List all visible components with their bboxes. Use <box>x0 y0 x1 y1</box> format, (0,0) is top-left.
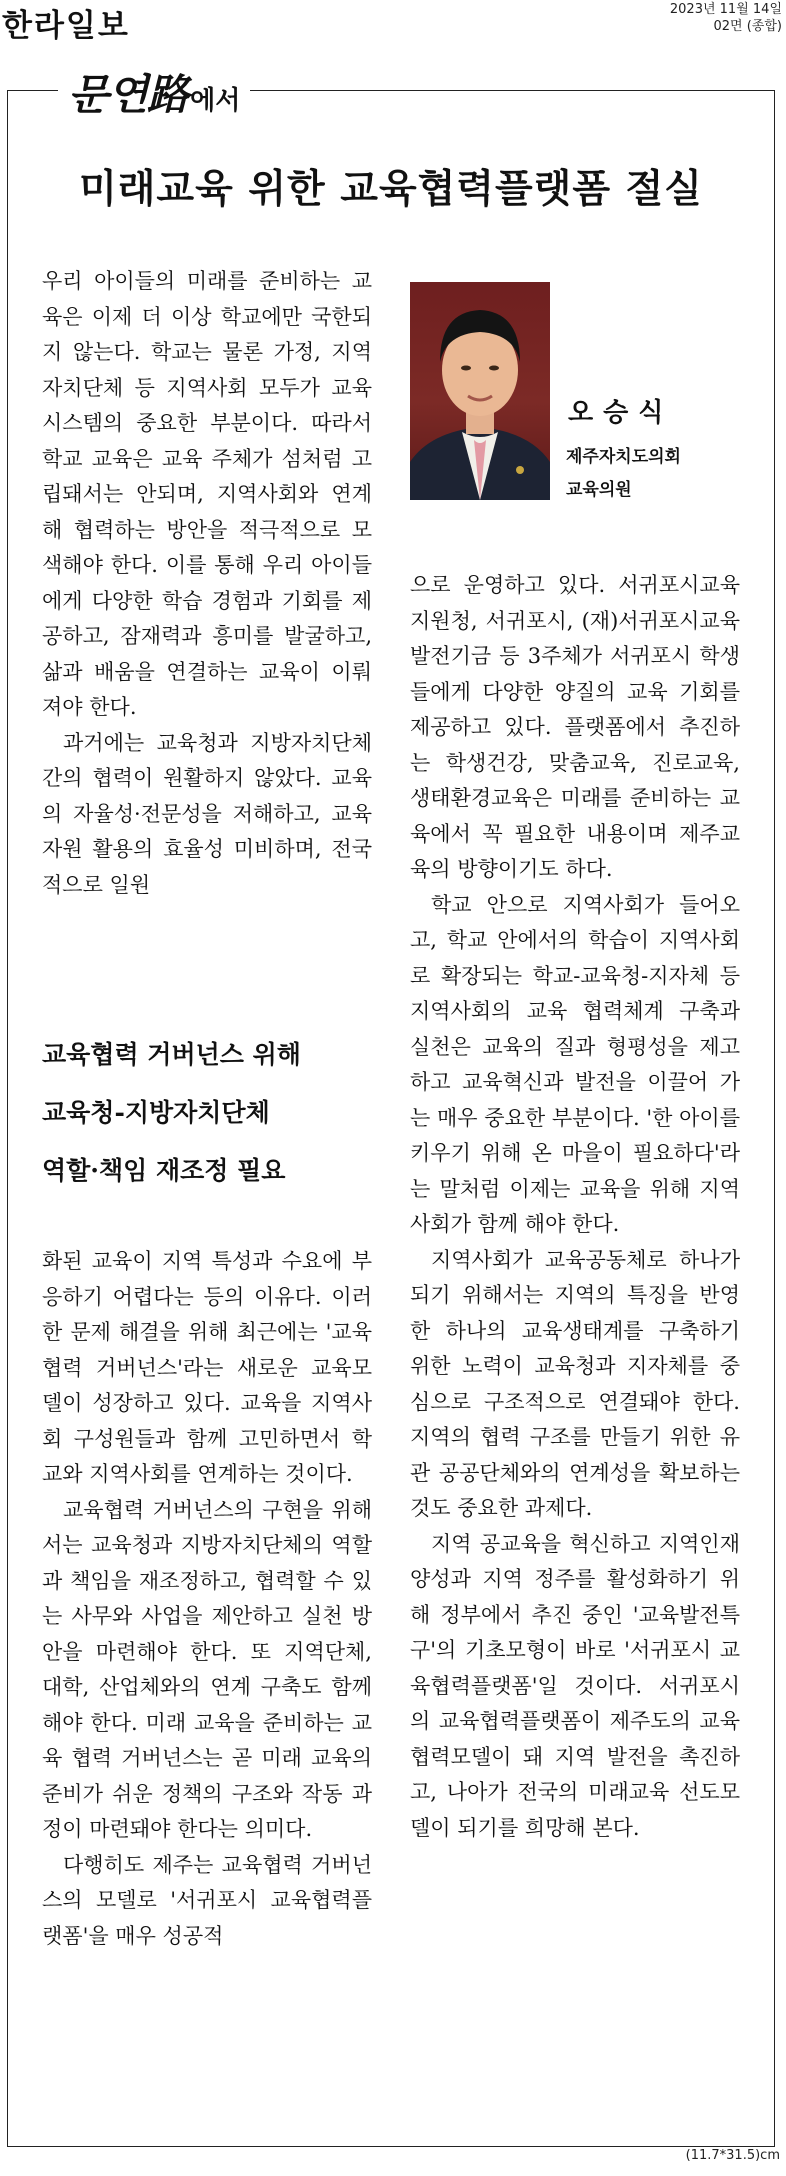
body-column-1-bottom <box>42 1244 372 1954</box>
subhead-line: 교육청-지방자치단체 <box>42 1098 270 1127</box>
subhead-line: 역할·책임 재조정 필요 <box>42 1156 286 1185</box>
issue-date: 2023년 11월 14일 <box>669 2 782 17</box>
issue-page: 02면 (종합) <box>713 19 782 34</box>
body-paragraph: 우리 아이들의 미래를 준비하는 교육은 이제 더 이상 학교에만 국한되지 않는다. 학교는 물론 가정, 지역자치단체 등 지역사회 모두가 교육시스템의 중요한 부분이다. 따라서 학교 교육은 교육 주체가 섬처럼 고립돼서는 안되며, 지역사회와 연계해 협력하는 방안을 적극적으로 모색해야 한다. 이를 통해 우리 아이들에게 다양한 학습 경험과 기회를 제공하고, 잠재력과 흥미를 발굴하고, 삶과 배움을 연결하는 교육이 이뤄져야 한다. <box>42 269 372 719</box>
author-affiliation <box>566 441 681 507</box>
article-headline: 미래교육 위한 교육협력플랫폼 절실 <box>79 166 703 212</box>
article-subhead <box>42 1026 372 1200</box>
author-portrait-image <box>410 282 550 500</box>
author-affiliation-line2: 교육의원 <box>566 480 632 500</box>
section-logo-suffix: 에서 <box>190 86 241 116</box>
body-paragraph: 학교 안으로 지역사회가 들어오고, 학교 안에서의 학습이 지역사회로 확장되는 학교-교육청-지자체 등 지역사회의 교육 협력체계 구축과 실천은 교육의 질과 형평성을 제고하고 교육혁신과 발전을 이끌어 가는 매우 중요한 부분이다. '한 아이를 키우기 위해 온 마을이 필요하다'라는 말처럼 이제는 교육을 위해 지역사회가 함께 해야 한다. <box>410 892 740 1236</box>
author-name: 오승식 <box>568 398 674 428</box>
body-paragraph: 화된 교육이 지역 특성과 수요에 부응하기 어렵다는 등의 이유다. 이러한 문제 해결을 위해 최근에는 '교육협력 거버넌스'라는 새로운 교육모델이 성장하고 있다. 교육을 지역사회 구성원들과 함께 고민하면서 학교와 지역사회를 연계하는 것이다. <box>42 1249 372 1486</box>
section-logo-main: 문연路 <box>68 70 189 119</box>
article-size-note: (11.7*31.5)cm <box>685 2148 780 2163</box>
body-paragraph: 지역 공교육을 혁신하고 지역인재 양성과 지역 정주를 활성화하기 위해 정부에서 추진 중인 '교육발전특구'의 기초모형이 바로 '서귀포시 교육협력플랫폼'일 것이다. 서귀포시의 교육협력플랫폼이 제주도의 교육협력모델이 돼 지역 발전을 촉진하고, 나아가 전국의 미래교육 선도모델이 되기를 희망해 본다. <box>410 1531 740 1840</box>
body-column-2 <box>410 568 740 1846</box>
body-paragraph: 지역사회가 교육공동체로 하나가 되기 위해서는 지역의 특징을 반영한 하나의 교육생태계를 구축하기 위한 노력이 교육청과 지자체를 중심으로 구조적으로 연결돼야 한다. 지역의 협력 구조를 만들기 위한 유관 공공단체와의 연계성을 확보하는 것도 중요한 과제다. <box>410 1247 740 1520</box>
subhead-line: 교육협력 거버넌스 위해 <box>42 1040 301 1069</box>
issue-info <box>670 1 782 35</box>
author-photo <box>410 282 550 500</box>
body-paragraph: 과거에는 교육청과 지방자치단체간의 협력이 원활하지 않았다. 교육의 자율성·전문성을 저해하고, 교육자원 활용의 효율성 미비하며, 전국적으로 일원 <box>42 730 372 897</box>
newspaper-name: 한라일보 <box>2 8 130 44</box>
column-section-logo <box>58 62 250 122</box>
author-affiliation-line1: 제주자치도의회 <box>566 447 681 467</box>
body-paragraph: 교육협력 거버넌스의 구현을 위해서는 교육청과 지방자치단체의 역할과 책임을 재조정하고, 협력할 수 있는 사무와 사업을 제안하고 실천 방안을 마련해야 한다. 또 지역단체, 대학, 산업체와의 연계 구축도 함께 해야 한다. 미래 교육을 준비하는 교육 협력 거버넌스는 곧 미래 교육의 준비가 쉬운 정책의 구조와 작동 과정이 마련돼야 한다는 의미다. <box>42 1497 372 1841</box>
masthead <box>0 0 786 48</box>
body-column-1-top <box>42 264 372 903</box>
body-paragraph: 다행히도 제주는 교육협력 거버넌스의 모델로 '서귀포시 교육협력플랫폼'을 매우 성공적 <box>42 1852 372 1948</box>
body-paragraph: 으로 운영하고 있다. 서귀포시교육지원청, 서귀포시, (재)서귀포시교육발전기금 등 3주체가 서귀포시 학생들에게 다양한 양질의 교육 기회를 제공하고 있다. 플랫폼에서 추진하는 학생건강, 맞춤교육, 진로교육, 생태환경교육은 미래를 준비하는 교육에서 꼭 필요한 내용이며 제주교육의 방향이기도 하다. <box>410 573 740 881</box>
